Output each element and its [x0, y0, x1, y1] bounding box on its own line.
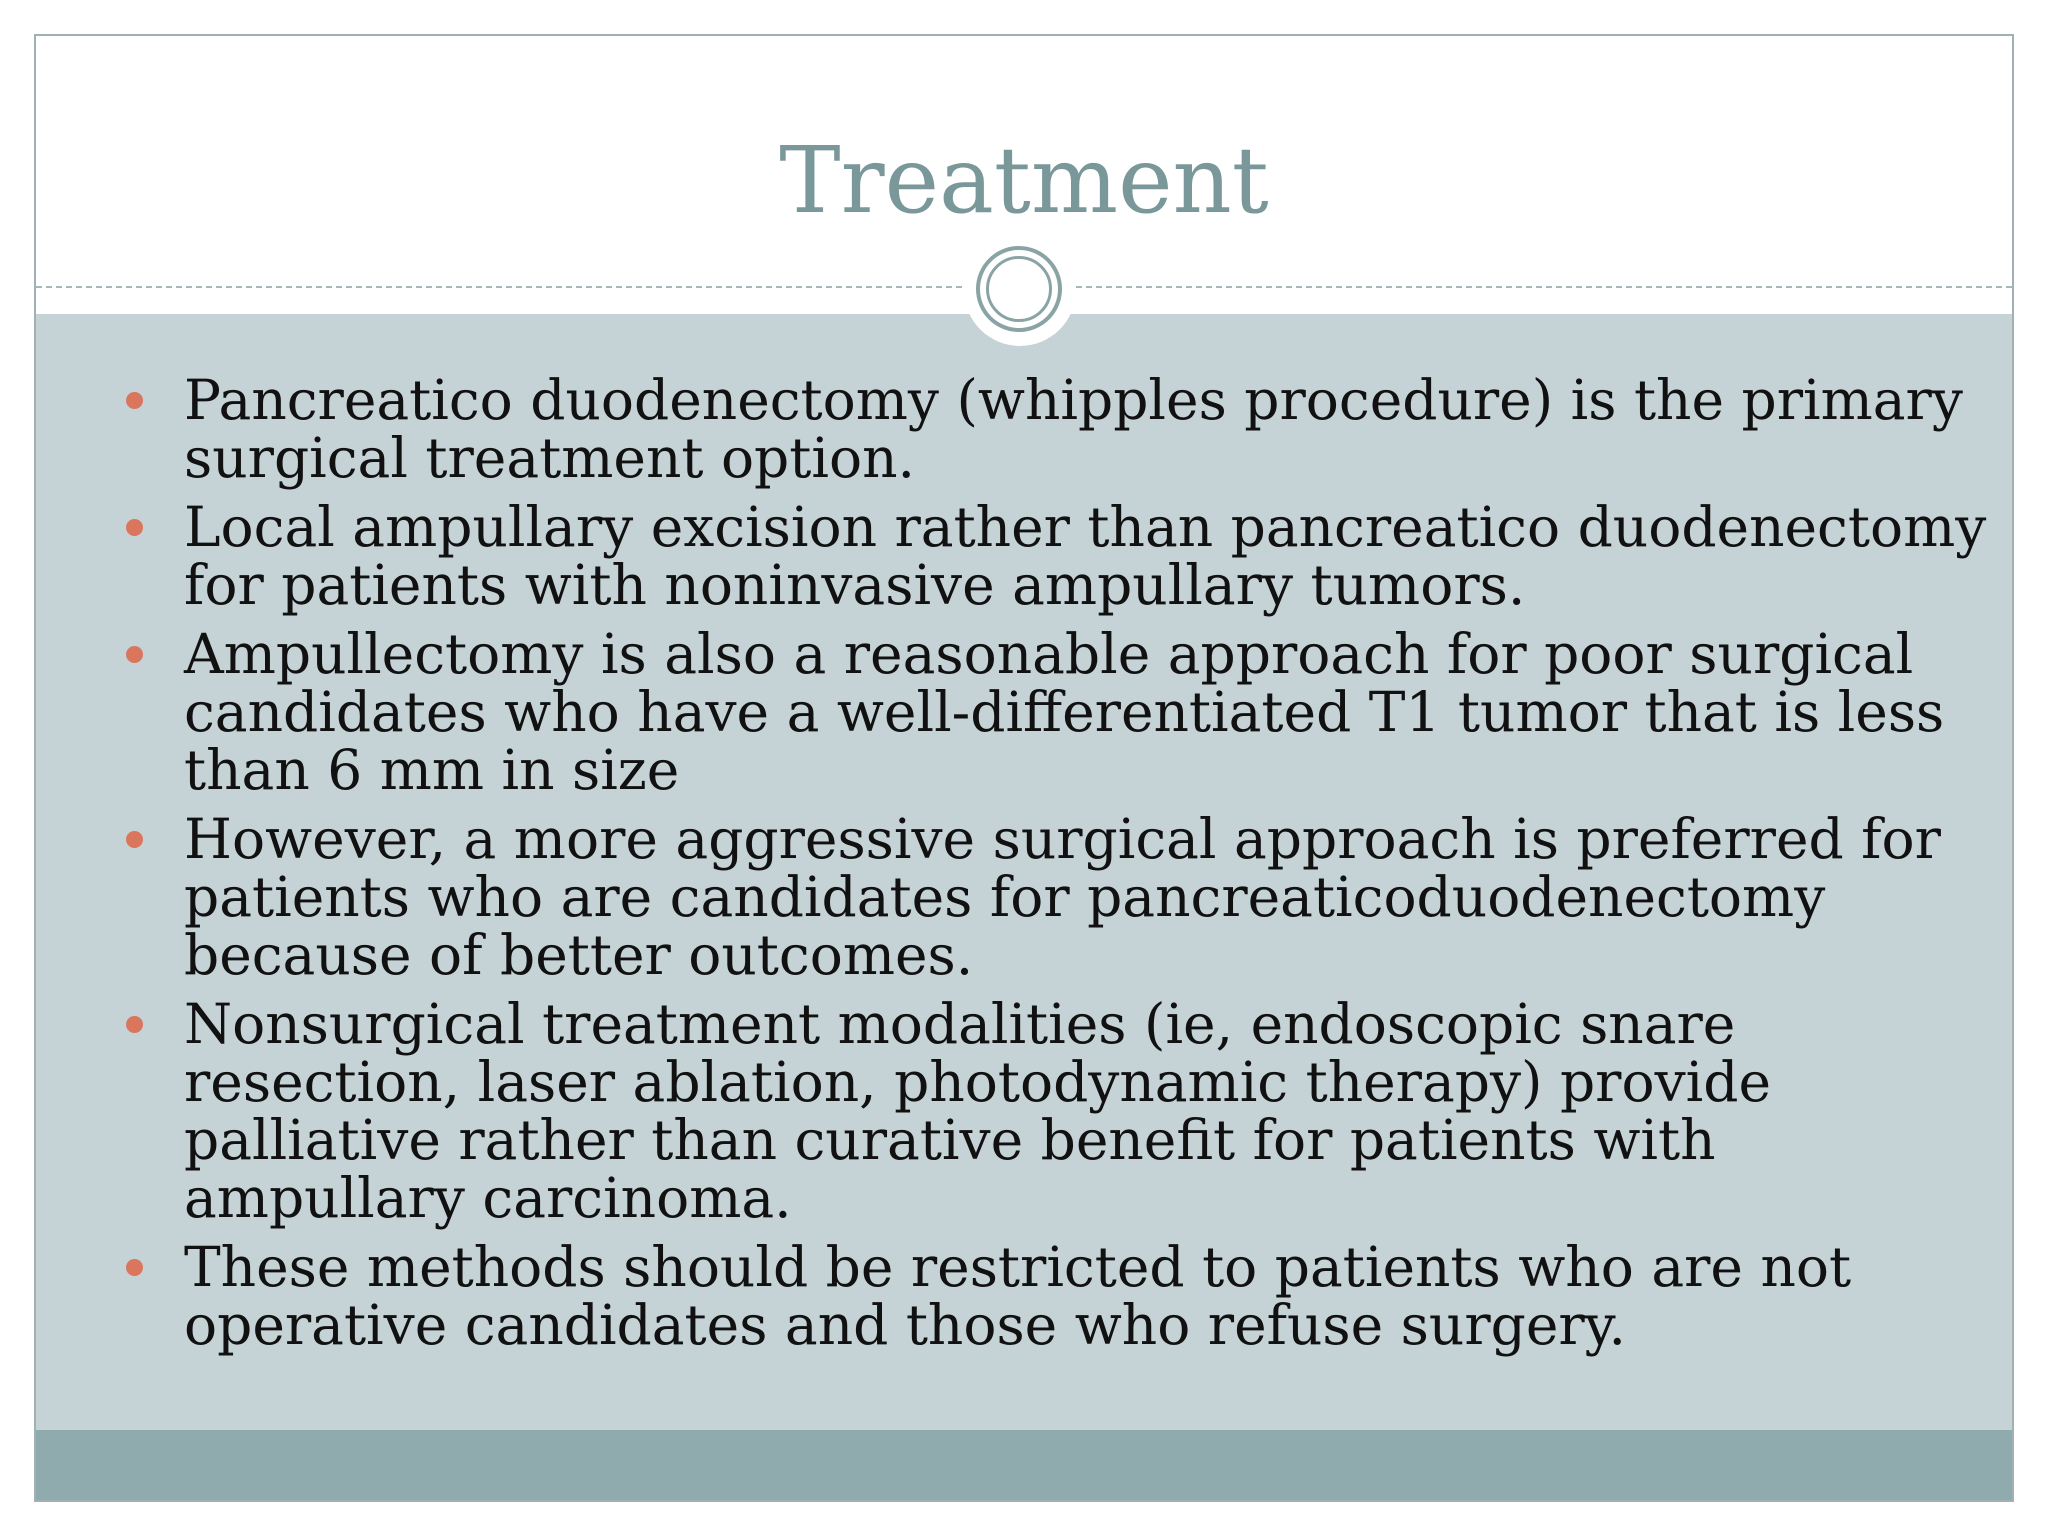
bullet-dot-icon — [126, 519, 143, 536]
bullet-item — [92, 495, 1992, 617]
bullet-dot-icon — [126, 392, 143, 409]
bullet-text: Ampullectomy is also a reasonable approach for poor surgical candidates who have a well-differentiated T1 tumor that is less than 6 mm in size — [184, 622, 1945, 802]
bullet-dot-icon — [126, 1259, 143, 1276]
bullet-item — [92, 992, 1992, 1230]
bullet-item — [92, 1235, 1992, 1357]
bullet-text: Nonsurgical treatment modalities (ie, endoscopic snare resection, laser ablation, photodynamic therapy) provide palliative rather than curative benefit for patients with ampullary carcinoma. — [184, 992, 1771, 1230]
bullet-text: However, a more aggressive surgical approach is preferred for patients who are candidates for pancreaticoduodenectomy because of better outcomes. — [184, 807, 1941, 987]
slide-title: Treatment — [779, 127, 1269, 234]
bullet-item — [92, 622, 1992, 802]
double-circle-icon — [976, 246, 1062, 332]
bullet-text: Local ampullary excision rather than pancreatico duodenectomy for patients with noninvasive ampullary tumors. — [184, 495, 1987, 617]
bullet-item — [92, 368, 1992, 490]
slide — [34, 34, 2014, 1502]
bullet-dot-icon — [126, 831, 143, 848]
footer-band — [36, 1430, 2012, 1500]
bullet-dot-icon — [126, 1016, 143, 1033]
bullet-item — [92, 807, 1992, 987]
bullet-text: Pancreatico duodenectomy (whipples procedure) is the primary surgical treatment option. — [184, 368, 1963, 490]
bullet-list — [92, 368, 1992, 1365]
bullet-text: These methods should be restricted to patients who are not operative candidates and those who refuse surgery. — [184, 1235, 1852, 1357]
bullet-dot-icon — [126, 646, 143, 663]
